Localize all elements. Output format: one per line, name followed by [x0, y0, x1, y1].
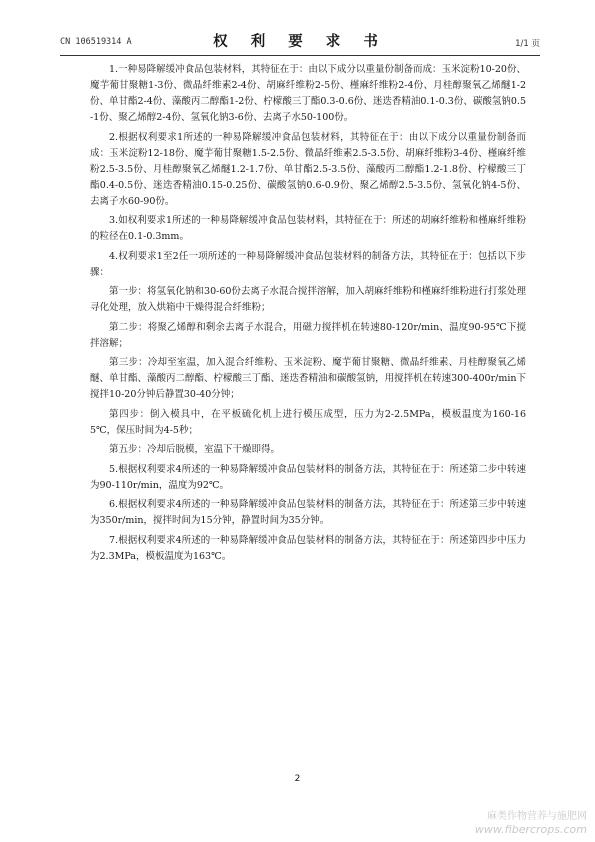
page-number: 2 [294, 774, 301, 784]
claim-4-step-3: 第三步：冷却至室温，加入混合纤维粉、玉米淀粉、魔芋葡甘聚糖、微晶纤维素、月桂醇聚氧乙烯醚、单甘酯、藻酸丙二醇酯、柠檬酸三丁酯、迷迭香精油和碳酸氢钠，用搅拌机在转速300-400r/min下搅拌10-20分钟后静置30-40分钟； [90, 357, 526, 400]
claim-7: 7.根据权利要求4所述的一种易降解缓冲食品包装材料的制备方法，其特征在于：所述第四步中压力为2.3MPa，模板温度为163℃。 [90, 534, 526, 562]
header-divider [60, 55, 540, 56]
document-title: 权 利 要 求 书 [213, 34, 387, 50]
claim-4: 4.权利要求1至2任一项所述的一种易降解缓冲食品包装材料的制备方法，其特征在于：包括以下步骤： [90, 250, 526, 278]
page-info: 1/1 页 [515, 39, 540, 49]
watermark-url: www.fibercrops.com [474, 823, 587, 836]
claim-2: 2.根据权利要求1所述的一种易降解缓冲食品包装材料，其特征在于：由以下成分以重量份制备而成：玉米淀粉12-18份、魔芋葡甘聚糖1.5-2.5份、微晶纤维素2.5-3.5份、胡麻纤维粉3-4份、槿麻纤维粉2.5-3.5份、月桂醇聚氧乙烯醚1.2-1.7份、单甘酯2.5-3.5份、藻酸丙二醇酯1.2-1.8份、柠檬酸三丁酯0.4-0.5份、迷迭香精油0.15-0.25份、碳酸氢钠0.6-0.9份、聚乙烯醇2.5-3.5份、氢氧化钠4-5份、去离子水60-90份。 [90, 131, 526, 207]
watermark [475, 810, 587, 836]
claim-4-step-4: 第四步：倒入模具中，在平板硫化机上进行模压成型，压力为2-2.5MPa，模板温度为160-165℃，保压时间为4-5秒； [90, 408, 526, 436]
claim-4-step-5: 第五步：冷却后脱模，室温下干燥即得。 [109, 444, 281, 455]
claim-3: 3.如权利要求1所述的一种易降解缓冲食品包装材料，其特征在于：所述的胡麻纤维粉和槿麻纤维粉的粒径在0.1-0.3mm。 [90, 215, 526, 242]
watermark-site-name: 麻类作物营养与施肥网 [487, 811, 587, 822]
claim-1: 1.一种易降解缓冲食品包装材料，其特征在于：由以下成分以重量份制备而成：玉米淀粉10-20份、魔芋葡甘聚糖1-3份、微晶纤维素2-4份、胡麻纤维粉2-5份、槿麻纤维粉2-4份、月桂醇聚氧乙烯醚1-2份、单甘酯2-4份、藻酸丙二醇酯1-2份、柠檬酸三丁酯0.3-0.6份、迷迭香精油0.1-0.3份、碳酸氢钠0.5-1份、聚乙烯醇2-4份、氢氧化钠3-6份、去离子水50-100份。 [90, 64, 526, 123]
publication-number: CN 106519314 A [60, 37, 132, 47]
claim-4-step-2: 第二步：将聚乙烯醇和剩余去离子水混合，用磁力搅拌机在转速80-120r/min、温度90-95℃下搅拌溶解； [90, 321, 526, 349]
claim-6: 6.根据权利要求4所述的一种易降解缓冲食品包装材料的制备方法，其特征在于：所述第三步中转速为350r/min，搅拌时间为15分钟，静置时间为35分钟。 [90, 499, 526, 526]
claim-4-step-1: 第一步：将氢氧化钠和30-60份去离子水混合搅拌溶解，加入胡麻纤维粉和槿麻纤维粉进行打浆处理寻化处理，放入烘箱中干燥得混合纤维粉； [90, 286, 526, 313]
claims-body [90, 62, 526, 568]
claim-5: 5.根据权利要求4所述的一种易降解缓冲食品包装材料的制备方法，其特征在于：所述第二步中转速为90-110r/min，温度为92℃。 [90, 463, 526, 491]
document-header [60, 30, 540, 52]
